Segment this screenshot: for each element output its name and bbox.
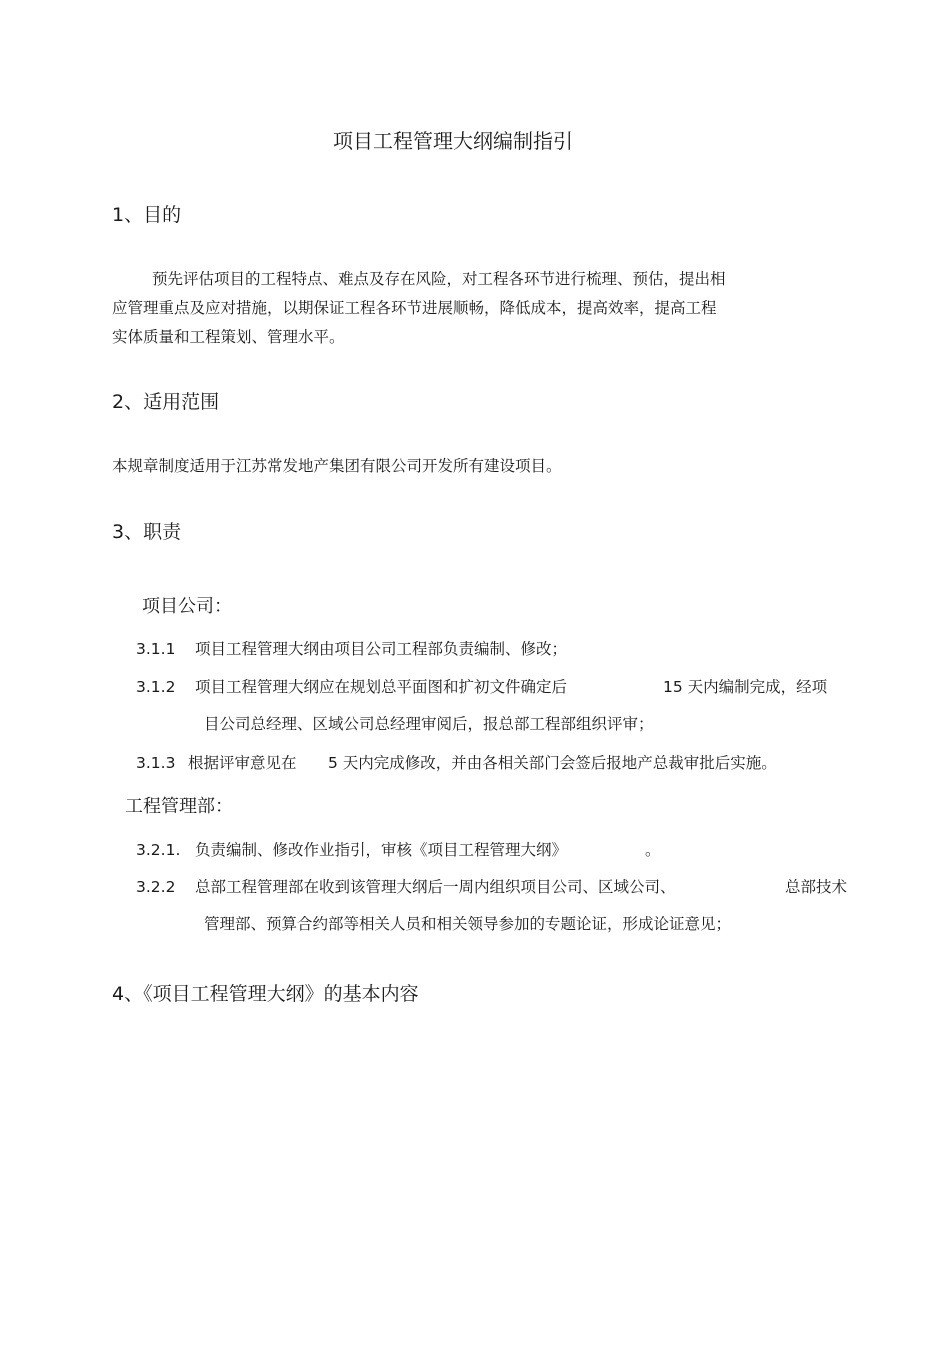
section-3-heading: 3、职责 (112, 521, 182, 543)
item-3-2-2-number: 3.2.2 (136, 878, 176, 896)
item-3-2-1-text-a: 负责编制、修改作业指引，审核《项目工程管理大纲》 (195, 841, 568, 859)
item-3-1-2-number: 3.1.2 (136, 678, 176, 696)
item-3-2-2-text-b: 总部技术 (785, 878, 848, 896)
item-3-2-1-number: 3.2.1. (136, 841, 181, 859)
item-3-2-2-continuation: 管理部、预算合约部等相关人员和相关领导参加的专题论证，形成论证意见； (204, 915, 732, 933)
subsection-engineering-dept-label: 工程管理部： (125, 796, 233, 817)
item-3-1-1-number: 3.1.1 (136, 640, 176, 658)
section-2-heading: 2、适用范围 (112, 391, 220, 413)
item-3-1-2-text-a: 项目工程管理大纲应在规划总平面图和扩初文件确定后 (195, 678, 568, 696)
item-3-1-3-text-b: 5 天内完成修改，并由各相关部门会签后报地产总裁审批后实施。 (328, 754, 777, 772)
page-title: 项目工程管理大纲编制指引 (333, 129, 573, 153)
item-3-1-2-continuation: 目公司总经理、区域公司总经理审阅后，报总部工程部组织评审； (204, 715, 654, 733)
item-3-1-3-text-a: 根据评审意见在 (188, 754, 297, 772)
subsection-project-company-label: 项目公司： (142, 596, 232, 617)
section-1-heading: 1、目的 (112, 204, 182, 226)
section-1-line-1: 预先评估项目的工程特点、难点及存在风险，对工程各环节进行梳理、预估，提出相 (152, 270, 726, 288)
section-1-line-3: 实体质量和工程策划、管理水平。 (112, 328, 345, 346)
item-3-2-2-text-a: 总部工程管理部在收到该管理大纲后一周内组织项目公司、区域公司、 (195, 878, 676, 896)
item-3-1-3-number: 3.1.3 (136, 754, 176, 772)
item-3-2-1-text-b: 。 (645, 841, 661, 859)
section-1-line-2: 应管理重点及应对措施，以期保证工程各环节进展顺畅，降低成本，提高效率，提高工程 (112, 299, 717, 317)
section-2-text: 本规章制度适用于江苏常发地产集团有限公司开发所有建设项目。 (112, 457, 562, 475)
item-3-1-2-text-b: 15 天内编制完成，经项 (663, 678, 828, 696)
section-4-heading: 4、《项目工程管理大纲》的基本内容 (112, 983, 419, 1005)
item-3-1-1-text: 项目工程管理大纲由项目公司工程部负责编制、修改； (195, 640, 568, 658)
